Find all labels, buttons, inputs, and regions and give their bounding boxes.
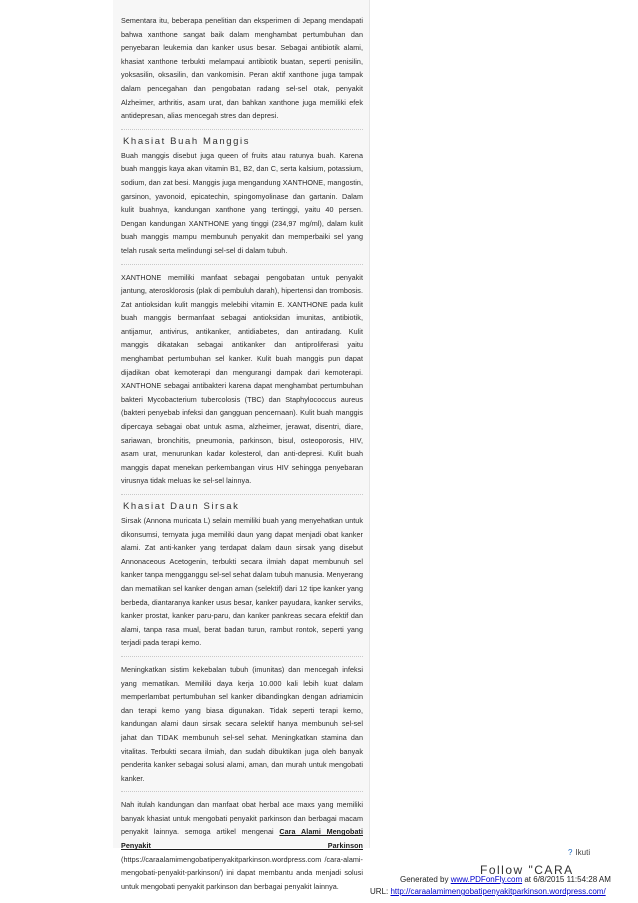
follow-widget[interactable] <box>568 848 590 857</box>
divider <box>121 791 363 792</box>
url-prefix: URL: <box>370 887 391 896</box>
divider <box>121 129 363 130</box>
divider <box>121 264 363 265</box>
heading-khasiat-buah-manggis: Khasiat Buah Manggis <box>123 135 251 147</box>
heading-khasiat-daun-sirsak: Khasiat Daun Sirsak <box>123 501 240 512</box>
generated-by-line <box>400 875 611 884</box>
source-url-link[interactable]: http://caraalamimengobatipenyakitparkinson.wordpress.com/ <box>390 887 606 896</box>
source-url-line <box>370 887 606 896</box>
generated-timestamp: at 6/8/2015 11:54:28 AM <box>522 875 611 884</box>
kesimpulan-text-after: (https://caraalamimengobatipenyakitparkinson.wordpress.com /cara-alami-mengobati-penyakit-parkinson/) ini dapat membantu anda menjadi solusi untuk mengobati penyakit parkinson dan berbagai penyakit lainnya. <box>121 854 363 891</box>
generated-prefix: Generated by <box>400 875 451 884</box>
ikuti-label: Ikuti <box>575 848 591 857</box>
paragraph-sirsak-antikanker: Sirsak (Annona muricata L) selain memiliki buah yang menyehatkan untuk dikonsumsi, ternyata juga memiliki daun yang dapat menjadi obat kanker alami. Zat anti-kanker yang terdapat dalam daun sirsak yang disebut Annonaceous Acetogenin, terbukti secara ilmiah dapat membunuh sel kanker tanpa mengganggu sel-sel sehat dalam tubuh manusia. Menyerang dan mematikan sel kanker dengan aman (selektif) dari 12 tipe kanker yang berbeda, diantaranya kanker usus besar, kanker payudara, kanker serviks, kanker prostat, kanker paru-paru, dan kanker pankreas secara efektif dan alami, tanpa rasa mual, berat badan turun, rambut rontok, seperti yang terjadi pada terapi kemo. <box>121 516 363 648</box>
paragraph-xanthone-research: Sementara itu, beberapa penelitian dan eksperimen di Jepang mendapati bahwa xanthone sangat baik dalam menghambat pertumbuhan dan penyebaran leukemia dan kanker usus besar. Sebagai antibiotik alami, khasiat xanthone terbukti melampaui antibiotik buatan, seperti penisilin, yoksasilin, oksasilin, dan vankomisin. Peran aktif xanthone juga tampak dalam pencegahan dan pengobatan radang sel-sel otak, penyakit Alzheimer, arthritis, asam urat, dan bahkan xanthone juga memiliki efek antidepresan, alias mencegah stres dan depresi. <box>121 16 363 121</box>
question-icon: ? <box>568 848 573 857</box>
paragraph-manggis-kandungan: Buah manggis disebut juga queen of fruits atau ratunya buah. Karena buah manggis kaya akan vitamin B1, B2, dan C, serta kalsium, potassium, sodium, dan zat besi. Manggis juga mengandung XANTHONE, mangostin, garsinon, yavonoid, epicatechin, spingomyolinase dan gartanin. Dalam kulit buahnya, kandungan xanthone yang tertinggi, yaitu 40 persen. Dengan kandungan XANTHONE yang tinggi (234,97 mg/ml), dalam kulit buah manggis mampu membunuh penyakit dan memperbaiki sel yang telah rusak serta melindungi sel-sel di dalam tubuh. <box>121 150 363 255</box>
paragraph-kesimpulan <box>121 798 363 893</box>
paragraph-xanthone-manfaat: XANTHONE memiliki manfaat sebagai pengobatan untuk penyakit jantung, aterosklorosis (plak di pembuluh darah), hipertensi dan trombosis. Zat antioksidan kulit manggis melebihi vitamin E. XANTHONE pada kulit buah manggis bermanfaat sebagai antioksidan imunitas, antibiotik, antijamur, antivirus, antikanker, antidiabetes, dan antiradang. Kulit manggis dikatakan sebagai antikanker dan antiproliferasi yaitu menghambat pertumbuhan sel kanker. Kulit buah manggis pun dapat dijadikan obat kemoterapi dan mengurangi dampak dari kemoterapi. XANTHONE sebagai antibakteri karena dapat menghambat pertumbuhan bakteri Mycobacterium tubercolosis (TBC) dan Staphylococcus aureus (bakteri penyebab infeksi dan gangguan pencernaan). Kulit buah manggis dipercaya sebagai obat untuk asma, alzheimer, jerawat, disentri, diare, sariawan, bronchitis, pneumonia, parkinson, bisul, osteoporosis, HIV, asam urat, menurunkan kadar kolesterol, dan anti-depresi. Kulit buah manggis dapat menekan perkembangan virus HIV sehingga penyebaran virusnya tidak meluas ke sel-sel lainnya. <box>121 272 363 486</box>
kesimpulan-text-before: Nah itulah kandungan dan manfaat obat herbal ace maxs yang memiliki banyak khasiat untuk mengobati penyakit parkinson dan berbagai macam penyakit lainnya. semoga artikel mengenai <box>121 800 363 837</box>
paragraph-sirsak-imunitas: Meningkatkan sistim kekebalan tubuh (imunitas) dan mencegah infeksi yang mematikan. Memiliki daya kerja 10.000 kali lebih kuat dalam memperlambat pertumbuhan sel kanker dibandingkan dengan adriamicin dan terapi kemo yang biasa digunakan. Tidak seperti terapi kemo, kandungan alami daun sirsak secara selektif hanya membunuh sel-sel jahat dan TIDAK membunuh sel-sel sehat. Meningkatkan stamina dan vitalitas. Terbukti secara ilmiah, dan sudah dibuktikan juga oleh banyak penderita kanker sebagai solusi alami, aman, dan murah untuk mengobati kanker. <box>121 664 363 783</box>
article-link-cara-alami[interactable]: Cara Alami Mengobati Penyakit Parkinson <box>121 827 363 851</box>
article-content <box>121 14 363 893</box>
follow-button[interactable]: Follow "CARA <box>480 863 574 877</box>
pdfonfly-link[interactable]: www.PDFonFly.com <box>450 875 523 884</box>
divider <box>121 494 363 495</box>
divider <box>121 656 363 657</box>
